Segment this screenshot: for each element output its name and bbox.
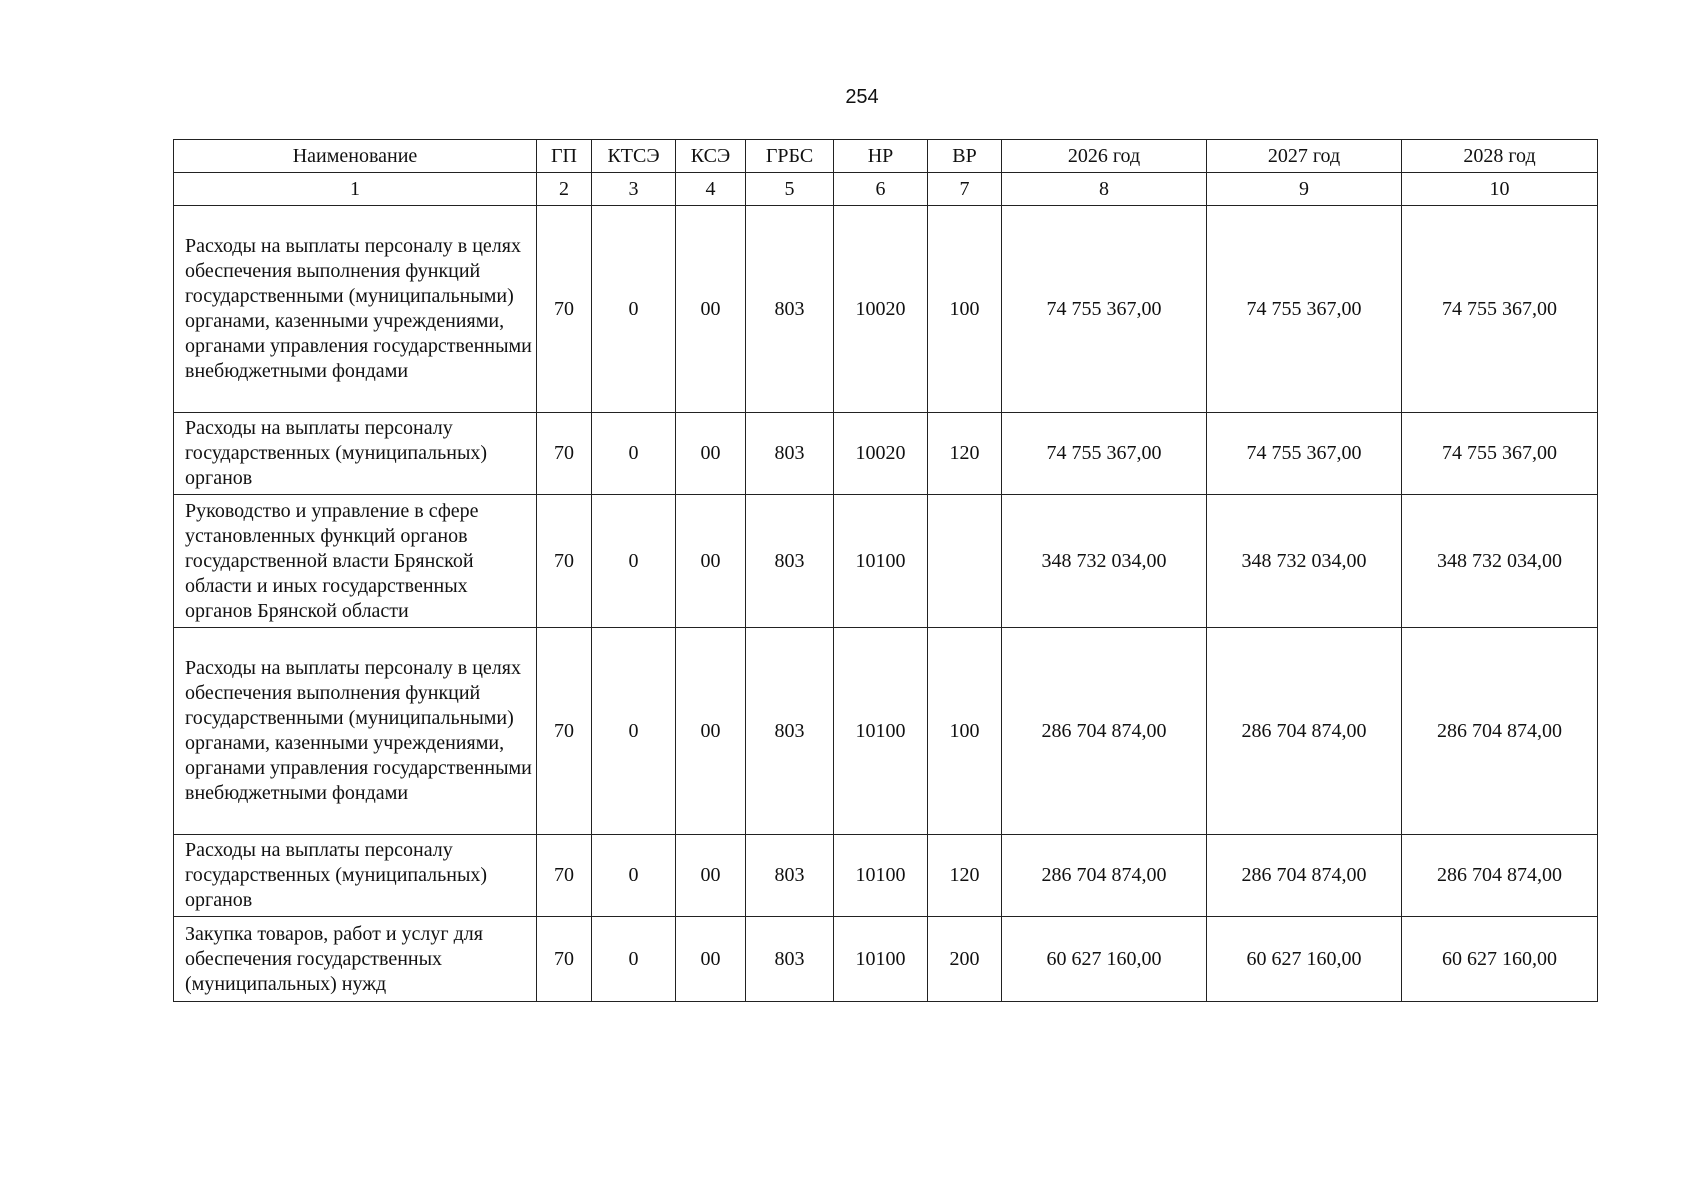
cell-kse: 00	[676, 206, 746, 413]
table-row	[174, 917, 1598, 1002]
cell-grbs: 803	[746, 628, 834, 835]
cell-gp: 70	[537, 206, 592, 413]
cell-nr: 10100	[834, 835, 928, 917]
cell-2026: 286 704 874,00	[1002, 628, 1207, 835]
header-grbs: ГРБС	[746, 140, 834, 173]
header-ktse: КТСЭ	[592, 140, 676, 173]
row-name: Расходы на выплаты персоналу в целях обеспечения выполнения функций государственными (муниципальными) органами, казенными учреждениями, органами управления государственными внебюджетными фондами	[174, 206, 537, 413]
column-number: 8	[1002, 173, 1207, 206]
cell-grbs: 803	[746, 413, 834, 495]
cell-nr: 10100	[834, 917, 928, 1002]
cell-nr: 10020	[834, 206, 928, 413]
column-number: 3	[592, 173, 676, 206]
header-nr: НР	[834, 140, 928, 173]
cell-2027: 286 704 874,00	[1207, 628, 1402, 835]
cell-nr: 10100	[834, 628, 928, 835]
cell-kse: 00	[676, 413, 746, 495]
column-number-row	[174, 173, 1598, 206]
table-row	[174, 206, 1598, 413]
cell-ktse: 0	[592, 835, 676, 917]
cell-2026: 348 732 034,00	[1002, 495, 1207, 628]
cell-gp: 70	[537, 917, 592, 1002]
header-2027: 2027 год	[1207, 140, 1402, 173]
cell-kse: 00	[676, 495, 746, 628]
cell-vr: 100	[928, 628, 1002, 835]
header-name: Наименование	[174, 140, 537, 173]
cell-nr: 10020	[834, 413, 928, 495]
cell-grbs: 803	[746, 917, 834, 1002]
row-name: Расходы на выплаты персоналу в целях обеспечения выполнения функций государственными (муниципальными) органами, казенными учреждениями, органами управления государственными внебюджетными фондами	[174, 628, 537, 835]
cell-ktse: 0	[592, 917, 676, 1002]
cell-2028: 74 755 367,00	[1402, 413, 1598, 495]
row-name: Руководство и управление в сфере установленных функций органов государственной власти Брянской области и иных государственных органов Брянской области	[174, 495, 537, 628]
cell-2027: 74 755 367,00	[1207, 413, 1402, 495]
cell-vr	[928, 495, 1002, 628]
page-number: 254	[845, 86, 879, 108]
header-kse: КСЭ	[676, 140, 746, 173]
cell-2027: 60 627 160,00	[1207, 917, 1402, 1002]
cell-2028: 74 755 367,00	[1402, 206, 1598, 413]
cell-kse: 00	[676, 917, 746, 1002]
cell-2027: 74 755 367,00	[1207, 206, 1402, 413]
column-number: 6	[834, 173, 928, 206]
cell-2028: 286 704 874,00	[1402, 628, 1598, 835]
cell-ktse: 0	[592, 206, 676, 413]
column-number: 2	[537, 173, 592, 206]
table-row	[174, 628, 1598, 835]
cell-gp: 70	[537, 495, 592, 628]
column-number: 10	[1402, 173, 1598, 206]
column-number: 4	[676, 173, 746, 206]
cell-vr: 120	[928, 835, 1002, 917]
header-row	[174, 140, 1598, 173]
table-row	[174, 413, 1598, 495]
cell-grbs: 803	[746, 835, 834, 917]
header-2028: 2028 год	[1402, 140, 1598, 173]
cell-grbs: 803	[746, 206, 834, 413]
cell-2028: 286 704 874,00	[1402, 835, 1598, 917]
cell-nr: 10100	[834, 495, 928, 628]
cell-vr: 120	[928, 413, 1002, 495]
cell-2027: 348 732 034,00	[1207, 495, 1402, 628]
cell-2026: 286 704 874,00	[1002, 835, 1207, 917]
cell-2028: 348 732 034,00	[1402, 495, 1598, 628]
cell-gp: 70	[537, 413, 592, 495]
column-number: 1	[174, 173, 537, 206]
cell-2026: 74 755 367,00	[1002, 413, 1207, 495]
cell-gp: 70	[537, 835, 592, 917]
cell-ktse: 0	[592, 628, 676, 835]
row-name: Расходы на выплаты персоналу государственных (муниципальных) органов	[174, 835, 537, 917]
header-vr: ВР	[928, 140, 1002, 173]
cell-vr: 100	[928, 206, 1002, 413]
cell-vr: 200	[928, 917, 1002, 1002]
cell-2028: 60 627 160,00	[1402, 917, 1598, 1002]
column-number: 5	[746, 173, 834, 206]
row-name: Расходы на выплаты персоналу государственных (муниципальных) органов	[174, 413, 537, 495]
cell-kse: 00	[676, 628, 746, 835]
cell-kse: 00	[676, 835, 746, 917]
header-2026: 2026 год	[1002, 140, 1207, 173]
cell-gp: 70	[537, 628, 592, 835]
cell-grbs: 803	[746, 495, 834, 628]
column-number: 7	[928, 173, 1002, 206]
header-gp: ГП	[537, 140, 592, 173]
cell-ktse: 0	[592, 495, 676, 628]
table-row	[174, 835, 1598, 917]
cell-2027: 286 704 874,00	[1207, 835, 1402, 917]
cell-2026: 74 755 367,00	[1002, 206, 1207, 413]
table-row	[174, 495, 1598, 628]
cell-ktse: 0	[592, 413, 676, 495]
row-name: Закупка товаров, работ и услуг для обеспечения государственных (муниципальных) нужд	[174, 917, 537, 1002]
budget-table	[173, 139, 1598, 1002]
cell-2026: 60 627 160,00	[1002, 917, 1207, 1002]
column-number: 9	[1207, 173, 1402, 206]
